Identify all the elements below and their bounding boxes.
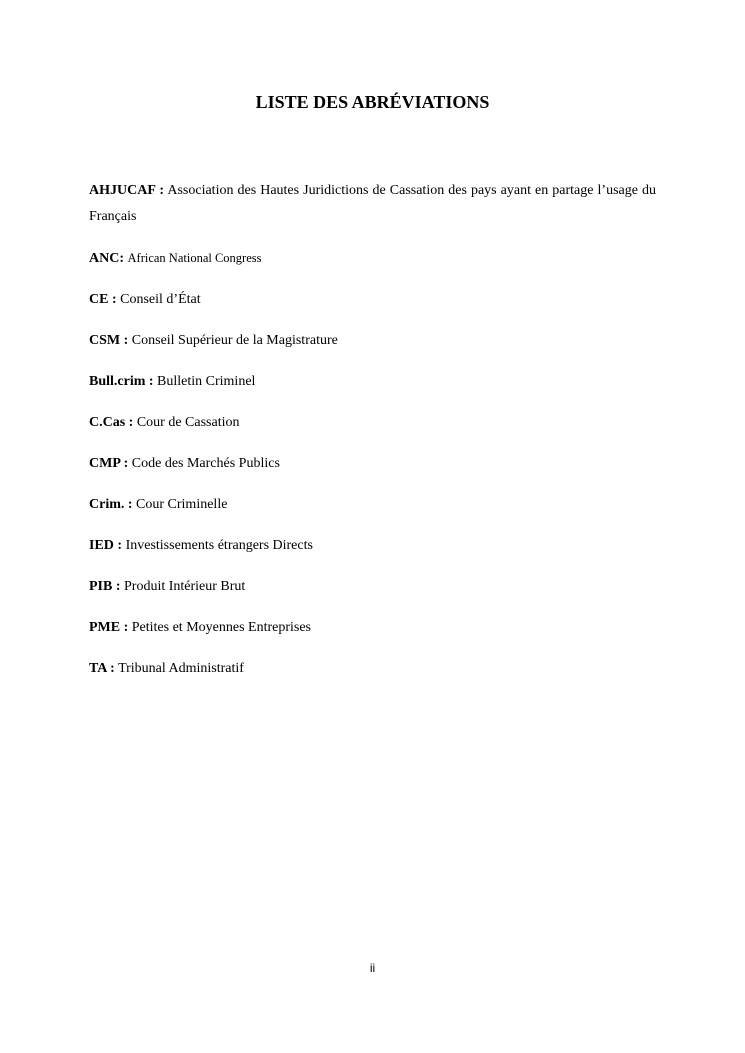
abbreviation-entry xyxy=(89,533,656,559)
abbreviation-entry xyxy=(89,410,656,436)
abbreviation-definition: Conseil d’État xyxy=(120,292,201,307)
abbreviation-definition: Tribunal Administratif xyxy=(118,661,244,676)
abbreviation-term: IED : xyxy=(89,538,123,553)
abbreviation-definition: Association des Hautes Juridictions de Cassation des pays ayant en partage l’usage du Français xyxy=(89,183,656,224)
abbreviation-entry xyxy=(89,287,656,313)
abbreviation-term: CMP : xyxy=(89,456,129,471)
abbreviation-entry xyxy=(89,245,656,272)
abbreviation-definition: Petites et Moyennes Entreprises xyxy=(131,620,312,635)
abbreviation-definition: Code des Marchés Publics xyxy=(131,456,280,471)
abbreviation-term: PME : xyxy=(89,620,129,635)
abbreviation-entry xyxy=(89,369,656,395)
abbreviation-entry xyxy=(89,492,656,518)
abbreviation-definition: Produit Intérieur Brut xyxy=(124,579,246,594)
abbreviation-term: TA : xyxy=(89,661,115,676)
page-title: LISTE DES ABRÉVIATIONS xyxy=(255,92,490,112)
abbreviation-entry xyxy=(89,328,656,354)
abbreviation-definition: Cour de Cassation xyxy=(136,415,240,430)
abbreviation-term: CSM : xyxy=(89,333,129,348)
abbreviation-entry xyxy=(89,656,656,682)
abbreviation-term: C.Cas : xyxy=(89,415,134,430)
abbreviation-entry xyxy=(89,178,656,230)
abbreviation-definition: Investissements étrangers Directs xyxy=(125,538,313,553)
abbreviation-list xyxy=(89,178,656,697)
abbreviation-term: CE : xyxy=(89,292,117,307)
abbreviation-term: Bull.crim : xyxy=(89,374,154,389)
abbreviation-term: AHJUCAF : xyxy=(89,183,165,198)
abbreviation-entry xyxy=(89,451,656,477)
abbreviation-term: ANC: xyxy=(89,251,124,266)
abbreviation-entry xyxy=(89,615,656,641)
abbreviation-definition: Conseil Supérieur de la Magistrature xyxy=(131,333,338,348)
abbreviation-term: PIB : xyxy=(89,579,121,594)
abbreviation-definition: Bulletin Criminel xyxy=(157,374,256,389)
abbreviation-entry xyxy=(89,574,656,600)
page-number: ii xyxy=(369,961,376,975)
abbreviation-term: Crim. : xyxy=(89,497,133,512)
abbreviation-definition: African National Congress xyxy=(127,251,262,265)
abbreviation-definition: Cour Criminelle xyxy=(136,497,228,512)
